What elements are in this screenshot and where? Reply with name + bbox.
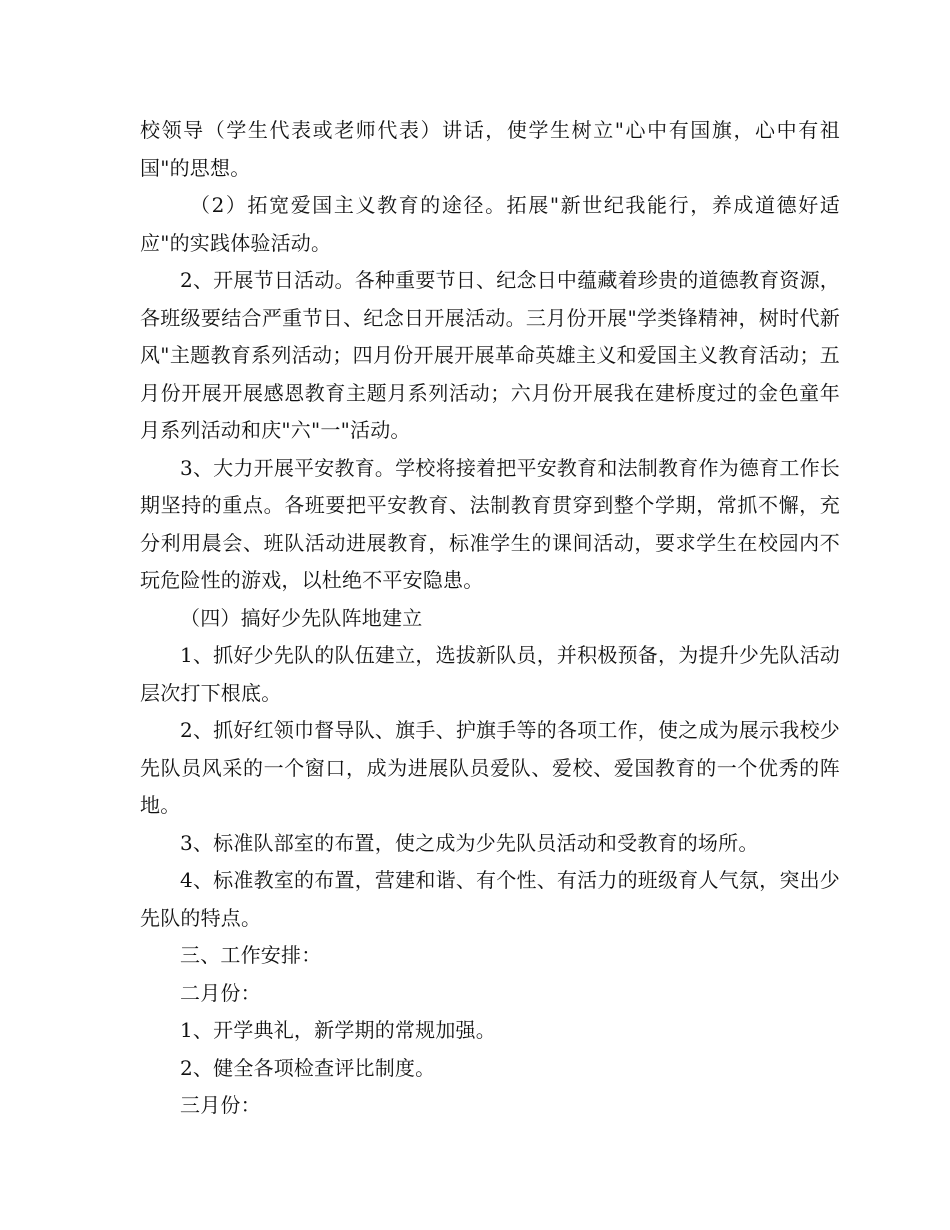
list-item-inspection-system: 2、健全各项检查评比制度。: [180, 1055, 436, 1080]
month-heading-march: 三月份：: [180, 1093, 261, 1117]
paragraph-red-scarf-supervision: 2、抓好红领巾督导队、旗手、护旗手等的各项工作，使之成为展示我校少先队员风采的一个窗口，成为进展队员爱队、爱校、爱国教育的一个优秀的阵地。: [140, 718, 840, 817]
document-body: [140, 112, 840, 1125]
paragraph-team-room-layout: 3、标准队部室的布置，使之成为少先队员活动和受教育的场所。: [180, 830, 759, 855]
paragraph-patriotism-education: （2）拓宽爱国主义教育的途径。拓展"新世纪我能行，养成道德好适应"的实践体验活动。: [140, 193, 840, 255]
paragraph-holiday-activities: 2、开展节日活动。各种重要节日、纪念日中蕴藏着珍贵的道德教育资源，各班级要结合严重节日、纪念日开展活动。三月份开展"学类锋精神，树时代新风"主题教育系列活动；四月份开展开展革命英雄主义和爱国主义教育活动；五月份开展开展感恩教育主题月系列活动；六月份开展我在建桥度过的金色童年月系列活动和庆"六"一"活动。: [140, 268, 840, 442]
section-heading-young-pioneers: （四）搞好少先队阵地建立: [180, 605, 423, 630]
month-heading-february: 二月份：: [180, 980, 261, 1005]
paragraph-classroom-layout: 4、标准教室的布置，营建和谐、有个性、有活力的班级育人气氛，突出少先队的特点。: [140, 868, 840, 930]
section-heading-work-schedule: 三、工作安排：: [180, 943, 322, 967]
paragraph-team-building: 1、抓好少先队的队伍建立，选拔新队员，并积极预备，为提升少先队活动层次打下根底。: [140, 643, 840, 705]
list-item-opening-ceremony: 1、开学典礼，新学期的常规加强。: [180, 1018, 496, 1042]
paragraph-safety-education: 3、大力开展平安教育。学校将接着把平安教育和法制教育作为德育工作长期坚持的重点。各班要把平安教育、法制教育贯穿到整个学期，常抓不懈，充分利用晨会、班队活动进展教育，标准学生的课间活动，要求学生在校园内不玩危险性的游戏，以杜绝不平安隐患。: [140, 455, 840, 592]
paragraph-speech-continuation: 校领导（学生代表或老师代表）讲话，使学生树立"心中有国旗，心中有祖国"的思想。: [140, 118, 840, 180]
